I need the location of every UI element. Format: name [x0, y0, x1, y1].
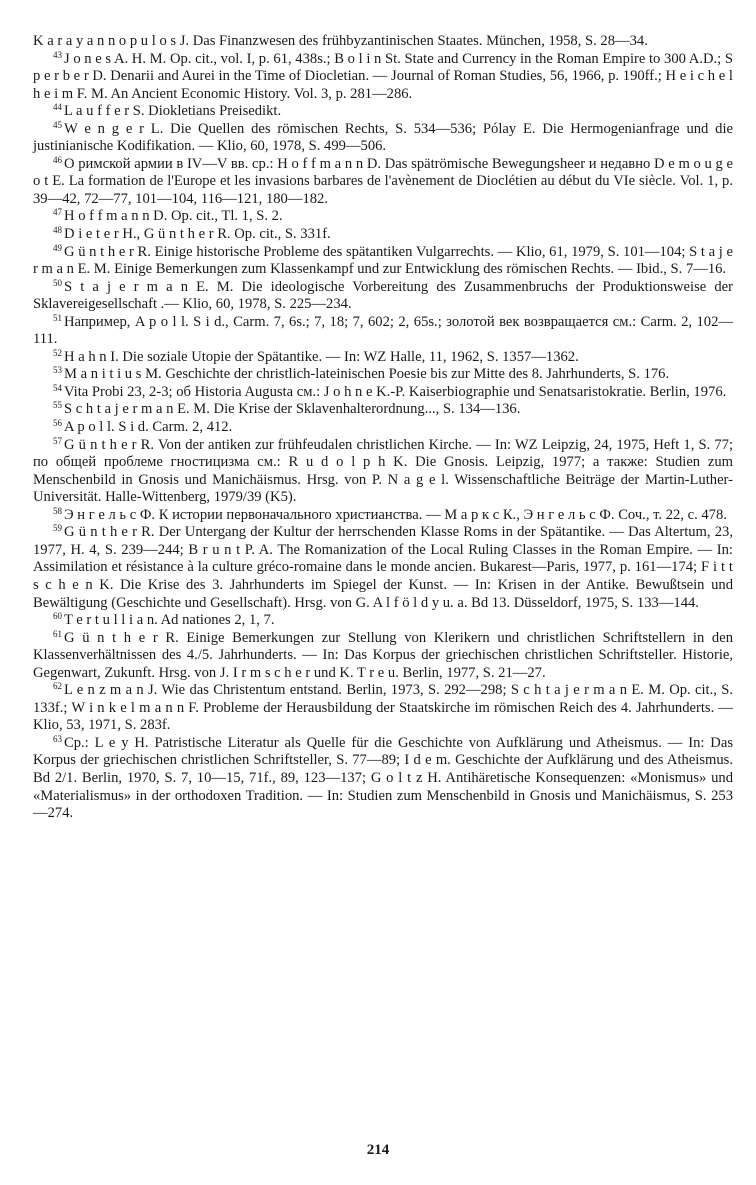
footnote-number: 61 — [53, 628, 62, 639]
footnote-number: 62 — [53, 681, 62, 692]
footnote-text: L e n z m a n J. Wie das Christentum entstand. Berlin, 1973, S. 292—298; S c h t a j e r m a n E. M. Op. cit., S. 133f.; W i n k e l m a n n F. Probleme der Herausbildung der Staatskirche im römischen Reich des 4. Jahrhunderts. — Klio, 53, 1971, S. 283f. — [33, 682, 733, 734]
footnote-number: 60 — [53, 611, 62, 622]
footnote — [33, 401, 733, 419]
footnote-number: 53 — [53, 365, 62, 376]
footnote-text: G ü n t h e r R. Einige historische Probleme des spätantiken Vulgarrechts. — Klio, 61, 1979, S. 101—104; S t a j e r m a n E. M. Einige Bemerkungen zum Klassenkampf und zur Entwicklung des römischen Rechts. — Ibid., S. 7—16. — [33, 243, 733, 278]
footnote — [33, 630, 733, 683]
footnote-text: M a n i t i u s M. Geschichte der christlich-lateinischen Poesie bis zur Mitte des 8. Jahrhunderts, S. 176. — [64, 366, 670, 383]
page-number: 214 — [366, 1142, 390, 1158]
footnote — [33, 51, 733, 104]
footnote — [33, 366, 733, 384]
footnote — [33, 208, 733, 226]
footnote — [33, 156, 733, 209]
footnote-number: 52 — [53, 347, 62, 358]
footnote-text: S t a j e r m a n E. M. Die ideologische Vorbereitung des Zusammenbruchs der Produktionsweise der Sklavereigesellschaft .— Klio, 60, 1978, S. 225—234. — [33, 278, 733, 313]
footnote — [33, 279, 733, 314]
footnote-text: K a r a y a n n o p u l o s J. Das Finanzwesen des frühbyzantinischen Staates. München, 1958, S. 28—34. — [33, 33, 648, 49]
footnote-number: 50 — [53, 277, 62, 288]
footnote-number: 58 — [53, 505, 62, 516]
footnote-text: G ü n t h e r R. Einige Bemerkungen zur Stellung von Klerikern und christlichen Schriftstellern in den Klassenverhältnissen des 4./5. Jahrhunderts. — In: Das Korpus der griechischen christlichen Schriftsteller. Historie, Gegenwart, Zukunft. Hrsg. von J. I r m s c h e r und K. T r e u. Berlin, 1977, S. 21—27. — [33, 629, 733, 681]
footnote — [33, 524, 733, 612]
footnote — [33, 121, 733, 156]
footnote-text: A p o l l. S i d. Carm. 2, 412. — [64, 419, 233, 436]
footnote — [33, 349, 733, 367]
footnote-number: 51 — [53, 312, 62, 323]
footnote-number: 55 — [53, 400, 62, 411]
footnote-text: H a h n I. Die soziale Utopie der Spätantike. — In: WZ Halle, 11, 1962, S. 1357—1362. — [64, 348, 579, 365]
footnote-number: 57 — [53, 435, 62, 446]
footnote-text: Ср.: L e y H. Patristische Literatur als Quelle für die Geschichte von Aufklärung und Atheismus. — In: Das Korpus der griechischen christlichen Schriftsteller, S. 77—89; I d e m. Geschichte der Aufklärung und des Atheismus. Bd 2/1. Berlin, 1970, S. 7, 10—15, 71f., 89, 123—137; G o l t z H. Antihäretische Konsequenzen: «Monismus» und «Materialismus» in der orthodoxen Tradition. — In: Studien zum Menschenbild in Gnosis und Manichäismus, S. 253—274. — [33, 734, 733, 822]
footnote — [33, 419, 733, 437]
footnote-text: G ü n t h e r R. Der Untergang der Kultur der herrschenden Klasse Roms in der Spätantike. — Das Altertum, 23, 1977, H. 4, S. 239—244; B r u n t P. A. The Romanization of the Local Ruling Classes in the Roman Empire. — In: Assimilation et résistance à la culture gréco-romaine dans le monde ancien. Bukarest—Paris, 1977, p. 161—174; F i t t s c h e n K. Die Krise des 3. Jahrhunderts im Spiegel der Kunst. — In: Krisen in der Antike. Bewußtsein und Bewältigung (Geschichte und Gesellschaft). Hrsg. von G. A l f ö l d y u. a. Bd 13. Düsseldorf, 1975, S. 133—144. — [33, 524, 733, 611]
footnotes-block — [33, 33, 733, 823]
footnote-number: 46 — [53, 154, 62, 165]
footnote-text: L a u f f e r S. Diokletians Preisedikt. — [64, 103, 282, 120]
footnote — [33, 507, 733, 525]
footnote-number: 56 — [53, 418, 62, 429]
footnote — [33, 384, 733, 402]
footnote — [33, 437, 733, 507]
footnote-text: S c h t a j e r m a n E. M. Die Krise der Sklavenhalterordnung..., S. 134—136. — [64, 401, 521, 418]
footnote-number: 43 — [53, 49, 62, 60]
footnote — [33, 314, 733, 349]
footnote — [33, 103, 733, 121]
footnote-number: 49 — [53, 242, 62, 253]
footnote-text: T e r t u l l i a n. Ad nationes 2, 1, 7. — [64, 612, 275, 629]
footnote — [33, 682, 733, 735]
footnote-text: W e n g e r L. Die Quellen des römischen Rechts, S. 534—536; Pólay E. Die Hermogenianfrage und die justinianische Kodifikation. — Klio, 60, 1978, S. 499—506. — [33, 120, 733, 155]
footnote — [33, 244, 733, 279]
footnote-text: J o n e s A. H. M. Op. cit., vol. I, p. 61, 438s.; B o l i n St. State and Currency in the Roman Empire to 300 A.D.; S p e r b e r D. Denarii and Aurei in the Time of Diocletian. — Journal of Roman Studies, 56, 1966, p. 190ff.; H e i c h e l h e i m F. M. An Ancient Economic History. Vol. 3, p. 281—286. — [33, 50, 733, 102]
footnote-text: D i e t e r H., G ü n t h e r R. Op. cit., S. 331f. — [64, 226, 331, 243]
footnote — [33, 33, 733, 51]
footnote — [33, 612, 733, 630]
footnote-number: 63 — [53, 733, 62, 744]
footnote-number: 54 — [53, 382, 62, 393]
footnote-number: 59 — [53, 523, 62, 534]
footnote — [33, 735, 733, 823]
footnote-number: 44 — [53, 102, 62, 113]
footnote-text: H o f f m a n n D. Op. cit., Tl. 1, S. 2. — [64, 208, 283, 225]
footnote-number: 48 — [53, 225, 62, 236]
footnote-text: Vita Probi 23, 2-3; об Historia Augusta см.: J o h n e K.-P. Kaiserbiographie und Senatsaristokratie. Berlin, 1976. — [64, 383, 727, 400]
footnote-text: О римской армии в IV—V вв. ср.: H o f f m a n n D. Das spätrömische Bewegungsheer и недавно D e m o u g e o t E. La formation de l'Europe et les invasions barbares de l'avènement de Dioclétien au début du VIe siècle. Vol. 1, p. 39—42, 72—77, 101—104, 116—121, 180—182. — [33, 155, 733, 207]
footnote — [33, 226, 733, 244]
footnote-number: 47 — [53, 207, 62, 218]
footnote-text: Э н г е л ь с Ф. К истории первоначального христианства. — М а р к с К., Э н г е л ь с Ф. Соч., т. 22, с. 478. — [64, 506, 727, 523]
footnote-text: G ü n t h e r R. Von der antiken zur frühfeudalen christlichen Kirche. — In: WZ Leipzig, 24, 1975, Heft 1, S. 77; по общей проблеме гностицизма см.: R u d o l p h K. Die Gnosis. Leipzig, 1977; а также: Studien zum Menschenbild in Gnosis und Manichäismus. Hrsg. von P. N a g e l. Wissenschaftliche Beiträge der Martin-Luther-Universität. Halle-Wittenberg, 1979/39 (K5). — [33, 436, 733, 506]
footnote-number: 45 — [53, 119, 62, 130]
footnote-text: Например, A p o l l. S i d., Carm. 7, 6s.; 7, 18; 7, 602; 2, 65s.; золотой век возвращается см.: Carm. 2, 102—111. — [33, 313, 733, 348]
